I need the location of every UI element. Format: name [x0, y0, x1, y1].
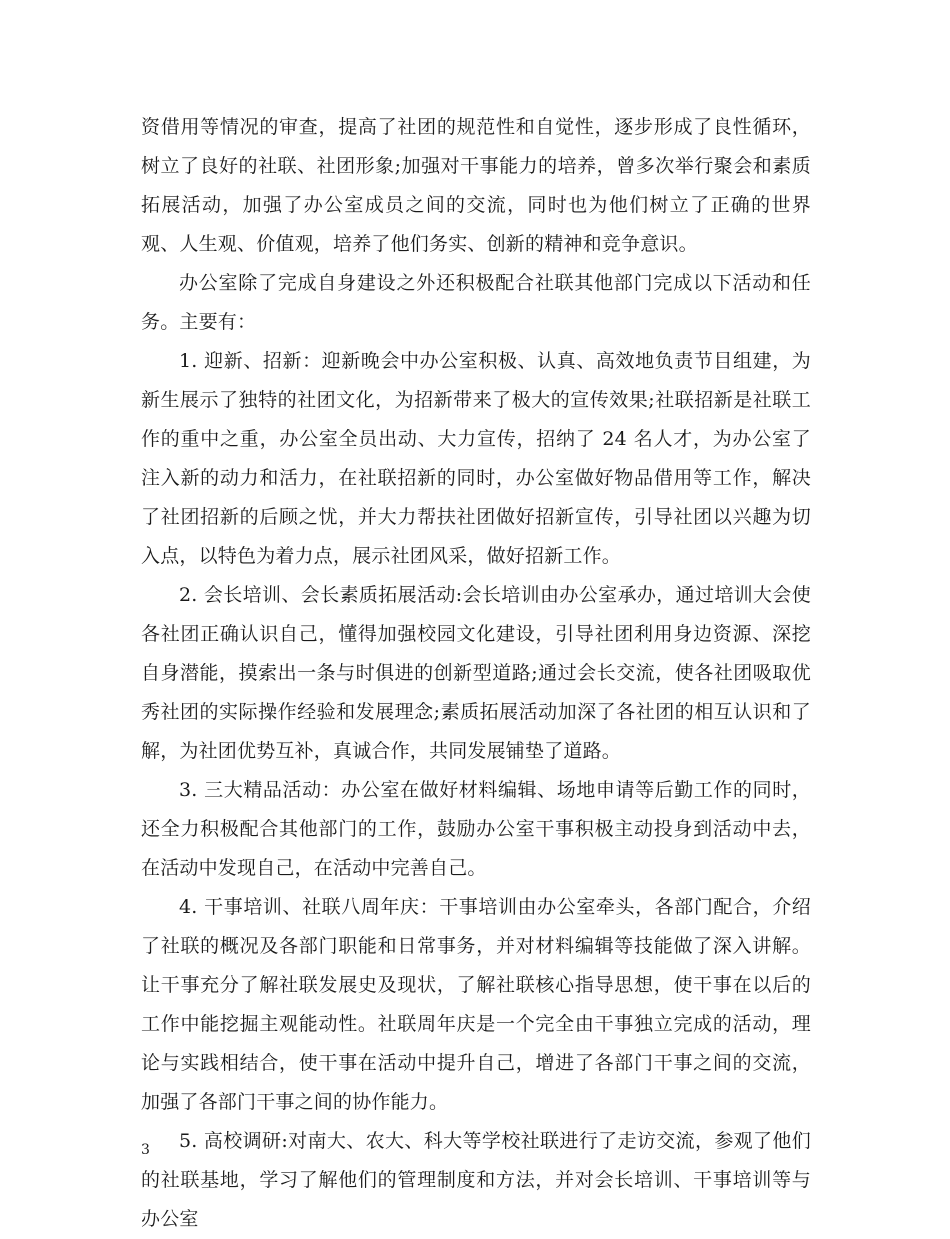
paragraph-continuation: 资借用等情况的审查，提高了社团的规范性和自觉性，逐步形成了良性循环，树立了良好的社联、社团形象;加强对干事能力的培养，曾多次举行聚会和素质拓展活动，加强了办公室成员之间的交流，同时也为他们树立了正确的世界观、人生观、价值观，培养了他们务实、创新的精神和竞争意识。 — [141, 116, 811, 255]
document-body — [141, 108, 811, 1239]
paragraph-item-4: 4. 干事培训、社联八周年庆：干事培训由办公室牵头，各部门配合，介绍了社联的概况及各部门职能和日常事务，并对材料编辑等技能做了深入讲解。让干事充分了解社联发展史及现状，了解社联核心指导思想，使干事在以后的工作中能挖掘主观能动性。社联周年庆是一个完全由干事独立完成的活动，理论与实践相结合，使干事在活动中提升自己，增进了各部门干事之间的交流，加强了各部门干事之间的协作能力。 — [141, 896, 811, 1113]
paragraph-intro: 办公室除了完成自身建设之外还积极配合社联其他部门完成以下活动和任务。主要有： — [141, 272, 811, 333]
paragraph-item-2: 2. 会长培训、会长素质拓展活动:会长培训由办公室承办，通过培训大会使各社团正确认识自己，懂得加强校园文化建设，引导社团利用身边资源、深挖自身潜能，摸索出一条与时俱进的创新型道路;通过会长交流，使各社团吸取优秀社团的实际操作经验和发展理念;素质拓展活动加深了各社团的相互认识和了解，为社团优势互补，真诚合作，共同发展铺垫了道路。 — [141, 584, 811, 762]
paragraph-item-5: 5. 高校调研:对南大、农大、科大等学校社联进行了走访交流，参观了他们的社联基地，学习了解他们的管理制度和方法，并对会长培训、干事培训等与办公室 — [141, 1130, 811, 1230]
page-number: 3 — [141, 1142, 150, 1158]
paragraph-item-1: 1. 迎新、招新：迎新晚会中办公室积极、认真、高效地负责节目组建，为新生展示了独特的社团文化，为招新带来了极大的宣传效果;社联招新是社联工作的重中之重，办公室全员出动、大力宣传，招纳了 24 名人才，为办公室了注入新的动力和活力，在社联招新的同时，办公室做好物品借用等工作，解决了社团招新的后顾之忧，并大力帮扶社团做好招新宣传，引导社团以兴趣为切入点，以特色为着力点，展示社团风采，做好招新工作。 — [141, 350, 811, 567]
paragraph-item-3: 3. 三大精品活动：办公室在做好材料编辑、场地申请等后勤工作的同时，还全力积极配合其他部门的工作，鼓励办公室干事积极主动投身到活动中去，在活动中发现自己，在活动中完善自己。 — [141, 779, 811, 879]
